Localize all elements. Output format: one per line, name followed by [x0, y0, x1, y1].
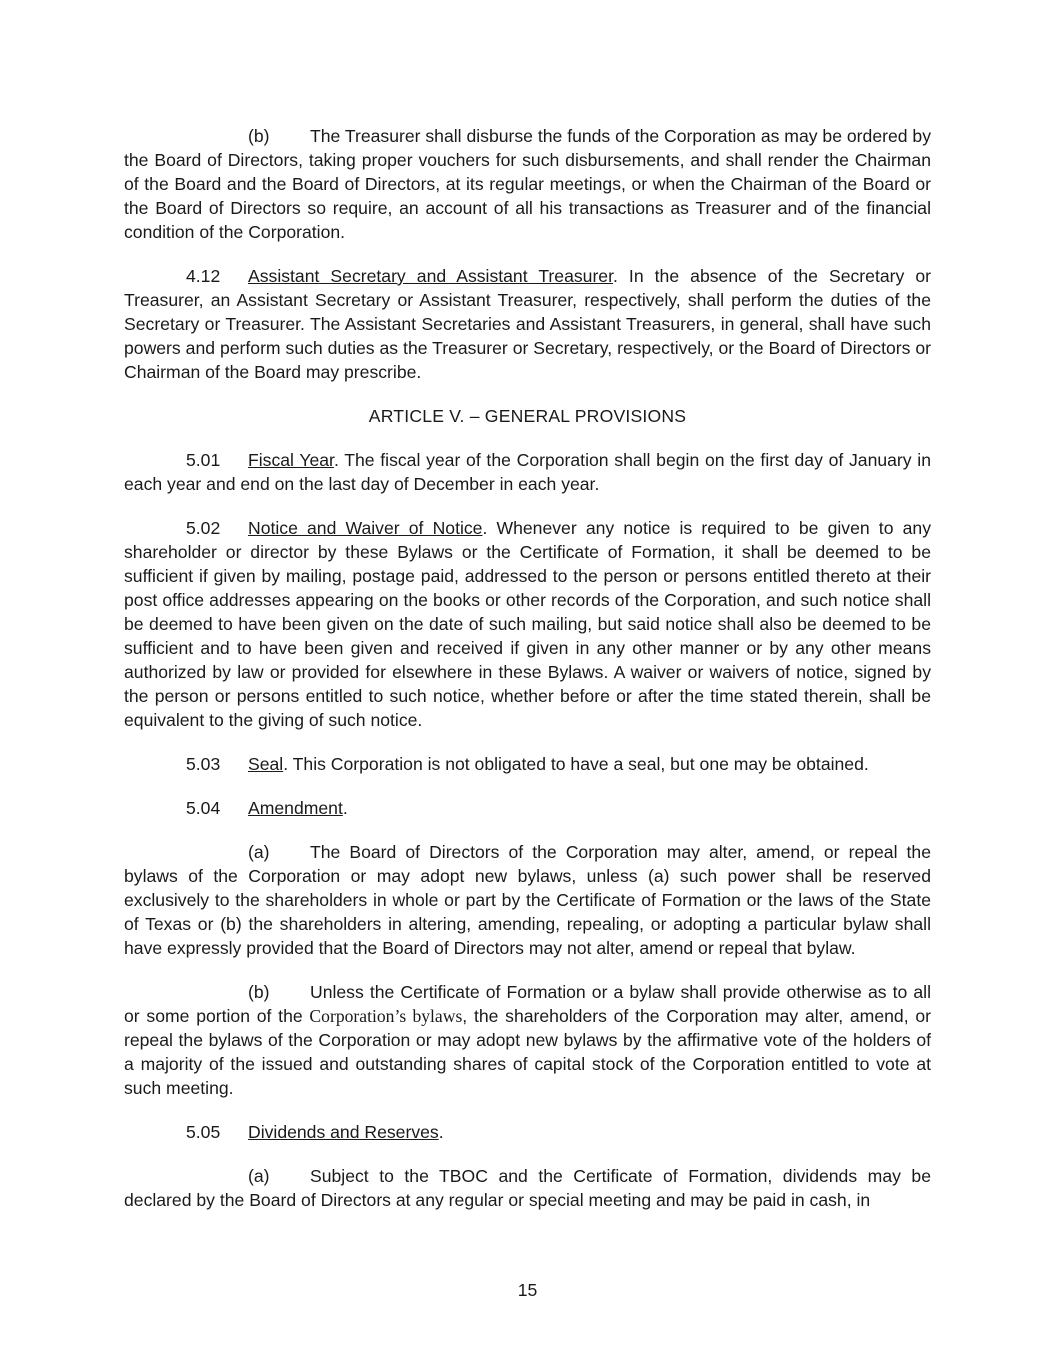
section-title: Notice and Waiver of Notice	[248, 518, 483, 538]
section-5-02	[124, 516, 931, 732]
subsection-label: (b)	[248, 982, 270, 1002]
paragraph-text: The Treasurer shall disburse the funds of the Corporation as may be ordered by the Board of Directors, taking proper vouchers for such disbursements, and shall render the Chairman of the Board and the Board of Directors, at its regular meetings, or when the Chairman of the Board or the Board of Directors so require, an account of all his transactions as Treasurer and of the financial condition of the Corporation.	[124, 126, 932, 242]
section-text: .	[342, 798, 348, 818]
section-number: 5.04	[186, 798, 221, 818]
section-text: . In the absence of the Secretary or Treasurer, an Assistant Secretary or Assistant Treasurer, respectively, shall perform the duties of the Secretary or Treasurer. The Assistant Secretaries and Assistant Treasurers, in general, shall have such powers and perform such duties as the Treasurer or Secretary, respectively, or the Board of Directors or Chairman of the Board may prescribe.	[124, 266, 931, 382]
subsection-label: (b)	[248, 126, 270, 146]
section-text: . This Corporation is not obligated to have a seal, but one may be obtained.	[283, 754, 869, 774]
section-number: 5.03	[186, 754, 221, 774]
section-number: 5.01	[186, 450, 221, 470]
section-title: Amendment	[248, 798, 343, 818]
paragraph-text: Unless the Certificate of Formation or a bylaw shall provide otherwise as to all or some portion of the	[124, 982, 931, 1026]
section-number: 5.05	[186, 1122, 221, 1142]
paragraph-text: The Board of Directors of the Corporation may alter, amend, or repeal the bylaws of the Corporation or may adopt new bylaws, unless (a) such power shall be reserved exclusively to the shareholders in whole or part by the Certificate of Formation or the laws of the State of Texas or (b) the shareholders in altering, amending, repealing, or adopting a particular bylaw shall have expressly provided that the Board of Directors may not alter, amend or repeal that bylaw.	[124, 842, 931, 958]
section-5-04	[124, 796, 931, 820]
section-5-05	[124, 1120, 931, 1144]
article-heading: ARTICLE V. – GENERAL PROVISIONS	[368, 406, 687, 426]
paragraph-text-continued: , the shareholders of the Corporation may alter, amend, or repeal the bylaws of the Corporation or may adopt new bylaws by the affirmative vote of the holders of a majority of the issued and outstanding shares of capital stock of the Corporation entitled to vote at such meeting.	[124, 1006, 931, 1098]
section-text: .	[438, 1122, 444, 1142]
section-number: 4.12	[186, 266, 221, 286]
document-page	[124, 124, 931, 1232]
subsection-5-05-a	[124, 1164, 931, 1212]
section-5-03	[124, 752, 931, 776]
section-title: Fiscal Year	[248, 450, 334, 470]
page-number: 15	[517, 1280, 538, 1300]
section-5-01	[124, 448, 931, 496]
section-title: Dividends and Reserves	[248, 1122, 439, 1142]
subsection-label: (a)	[248, 842, 270, 862]
paragraph-text: Subject to the TBOC and the Certificate of Formation, dividends may be declared by the Board of Directors at any regular or special meeting and may be paid in cash, in	[124, 1166, 931, 1210]
paragraph-4-11-b	[124, 124, 931, 244]
section-number: 5.02	[186, 518, 221, 538]
section-title: Seal	[248, 754, 284, 774]
section-title: Assistant Secretary and Assistant Treasurer	[248, 266, 613, 286]
paragraph-text-serif: Corporation’s bylaws	[309, 1006, 463, 1026]
subsection-label: (a)	[248, 1166, 270, 1186]
section-text: . Whenever any notice is required to be given to any shareholder or director by these Bylaws or the Certificate of Formation, it shall be deemed to be sufficient if given by mailing, postage paid, addressed to the person or persons entitled thereto at their post office addresses appearing on the books or other records of the Corporation, and such notice shall be deemed to have been given on the date of such mailing, but said notice shall also be deemed to be sufficient and to have been given and received if given in any other manner or by any other means authorized by law or provided for elsewhere in these Bylaws. A waiver or waivers of notice, signed by the person or persons entitled to such notice, whether before or after the time stated therein, shall be equivalent to the giving of such notice.	[124, 518, 931, 730]
subsection-5-04-b	[124, 980, 931, 1100]
section-text: . The fiscal year of the Corporation shall begin on the first day of January in each year and end on the last day of December in each year.	[124, 450, 931, 494]
subsection-5-04-a	[124, 840, 931, 960]
section-4-12	[124, 264, 931, 384]
